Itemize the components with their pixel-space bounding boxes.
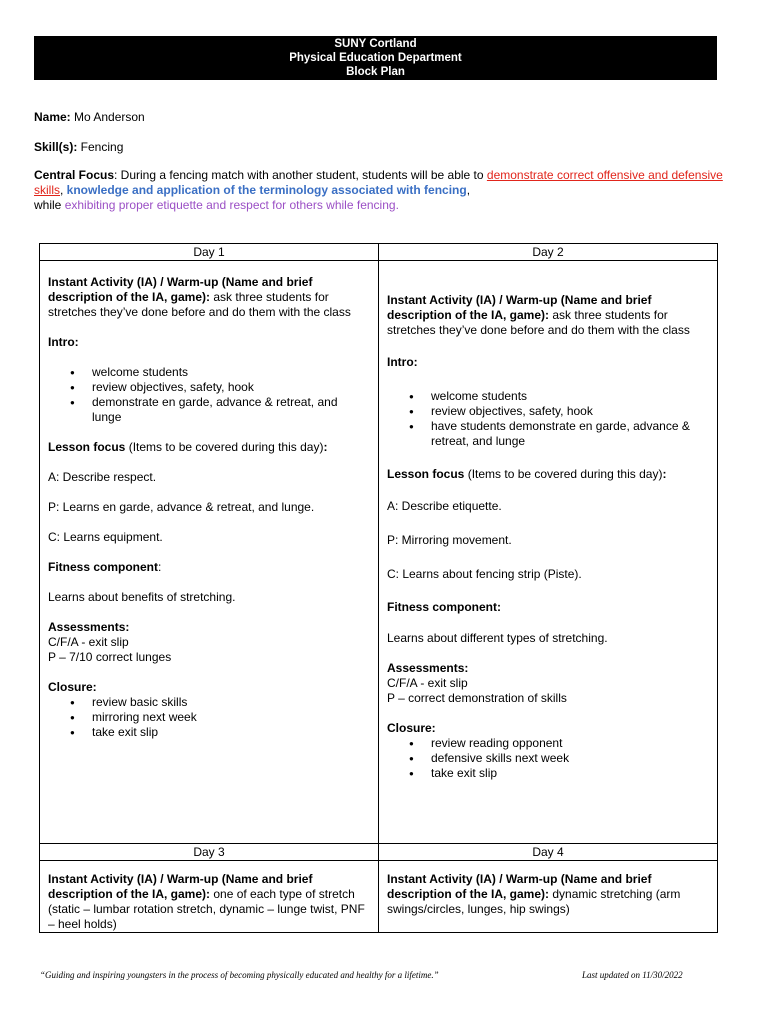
assessments-label: Assessments:	[48, 620, 130, 634]
focus-terminology-text: knowledge and application of the terminology associated with fencing	[66, 183, 467, 197]
ia-label: Instant Activity (IA) / Warm-up (Name and brief description of the IA, game):	[387, 293, 652, 322]
assessment-item: C/F/A - exit slip	[387, 676, 468, 690]
focus-etiquette-text: exhibiting proper etiquette and respect for others while fencing	[64, 198, 396, 212]
psychomotor-objective: P: Mirroring movement.	[387, 533, 512, 547]
instant-activity	[387, 293, 709, 338]
footer-updated-date: Last updated on 11/30/2022	[582, 970, 683, 980]
lesson-focus-colon: :	[662, 467, 667, 481]
assessment-item: P – correct demonstration of skills	[387, 691, 567, 705]
instant-activity	[387, 872, 709, 917]
fitness-text: Learns about benefits of stretching.	[48, 590, 236, 604]
skills-field	[34, 140, 123, 155]
instant-activity	[48, 872, 370, 932]
day-cell	[379, 861, 718, 933]
assessments-label: Assessments:	[387, 661, 469, 675]
header-banner	[34, 36, 717, 80]
central-focus	[34, 168, 724, 213]
ia-text: one of each type of stretch (static – lumbar rotation stretch, dynamic – lunge twist, PNF – heel holds)	[48, 887, 365, 931]
list-item: ● have students demonstrate en garde, advance & retreat, and lunge	[431, 419, 709, 449]
skills-label: Skill(s):	[34, 140, 78, 154]
intro-label: Intro:	[387, 355, 418, 369]
list-item: ● welcome students	[92, 365, 370, 380]
name-field	[34, 110, 145, 125]
assessment-item: P – 7/10 correct lunges	[48, 650, 172, 664]
central-focus-text: : During a fencing match with another student, students will be able to	[114, 168, 487, 182]
closure-label: Closure:	[387, 721, 436, 735]
affective-objective: A: Describe etiquette.	[387, 499, 502, 513]
list-item: ● demonstrate en garde, advance & retreat, and lunge	[92, 395, 370, 425]
name-label: Name:	[34, 110, 71, 124]
day-header: Day 1	[40, 244, 379, 261]
fitness-colon: :	[158, 560, 162, 574]
intro-list	[48, 365, 370, 425]
day-header: Day 3	[40, 844, 379, 861]
list-item: ● defensive skills next week	[431, 751, 709, 766]
ia-label: Instant Activity (IA) / Warm-up (Name and brief description of the IA, game):	[387, 872, 652, 901]
day-header: Day 4	[379, 844, 718, 861]
ia-text: ask three students for stretches they’ve done before and do them with the class	[387, 308, 690, 337]
ia-text: ask three students for stretches they’ve done before and do them with the class	[48, 290, 351, 319]
day-header: Day 2	[379, 244, 718, 261]
intro-label: Intro:	[48, 335, 79, 349]
cognitive-objective: C: Learns equipment.	[48, 530, 163, 544]
institution-title: SUNY Cortland	[334, 38, 417, 50]
skills-value: Fencing	[77, 140, 124, 154]
department-title: Physical Education Department	[289, 52, 462, 64]
list-item: ● mirroring next week	[92, 710, 370, 725]
footer-quote: “Guiding and inspiring youngsters in the process of becoming physically educated and healthy for a lifetime.”	[40, 970, 439, 980]
list-item: ● take exit slip	[92, 725, 370, 740]
instant-activity	[48, 275, 370, 320]
focus-skills-text: demonstrate correct offensive and defensive skills	[34, 168, 723, 197]
lesson-focus-label: Lesson focus	[387, 467, 465, 481]
lesson-focus	[48, 440, 370, 455]
lesson-focus-colon: :	[323, 440, 328, 454]
list-item: ● welcome students	[431, 389, 709, 404]
day-cell	[379, 261, 718, 844]
ia-label: Instant Activity (IA) / Warm-up (Name and brief description of the IA, game):	[48, 872, 313, 901]
central-focus-label: Central Focus	[34, 168, 115, 182]
name-value: Mo Anderson	[70, 110, 145, 124]
list-item: ● review basic skills	[92, 695, 370, 710]
ia-text: dynamic stretching (arm swings/circles, lunges, hip swings)	[387, 887, 681, 916]
day-cell	[40, 861, 379, 933]
fitness-label: Fitness component	[48, 560, 159, 574]
intro-list	[387, 389, 709, 449]
central-focus-text: while	[34, 198, 65, 212]
lesson-focus-label: Lesson focus	[48, 440, 126, 454]
lesson-focus-text: (Items to be covered during this day)	[464, 467, 663, 481]
day-cell	[40, 261, 379, 844]
affective-objective: A: Describe respect.	[48, 470, 157, 484]
closure-label: Closure:	[48, 680, 97, 694]
list-item: ● take exit slip	[431, 766, 709, 781]
focus-end: .	[395, 198, 399, 212]
lesson-focus	[387, 467, 709, 482]
closure-list	[387, 736, 709, 781]
document-title: Block Plan	[346, 66, 405, 78]
list-item: ● review objectives, safety, hook	[431, 404, 709, 419]
block-plan-table	[39, 243, 718, 933]
list-item: ● review objectives, safety, hook	[92, 380, 370, 395]
fitness-label: Fitness component:	[387, 600, 502, 614]
cognitive-objective: C: Learns about fencing strip (Piste).	[387, 567, 582, 581]
list-item: ● review reading opponent	[431, 736, 709, 751]
lesson-focus-text: (Items to be covered during this day)	[125, 440, 324, 454]
psychomotor-objective: P: Learns en garde, advance & retreat, and lunge.	[48, 500, 315, 514]
fitness-text: Learns about different types of stretching.	[387, 631, 608, 645]
focus-separator: ,	[60, 183, 67, 197]
ia-label: Instant Activity (IA) / Warm-up (Name and brief description of the IA, game):	[48, 275, 313, 304]
assessment-item: C/F/A - exit slip	[48, 635, 129, 649]
closure-list	[48, 695, 370, 740]
focus-separator: ,	[466, 183, 471, 197]
